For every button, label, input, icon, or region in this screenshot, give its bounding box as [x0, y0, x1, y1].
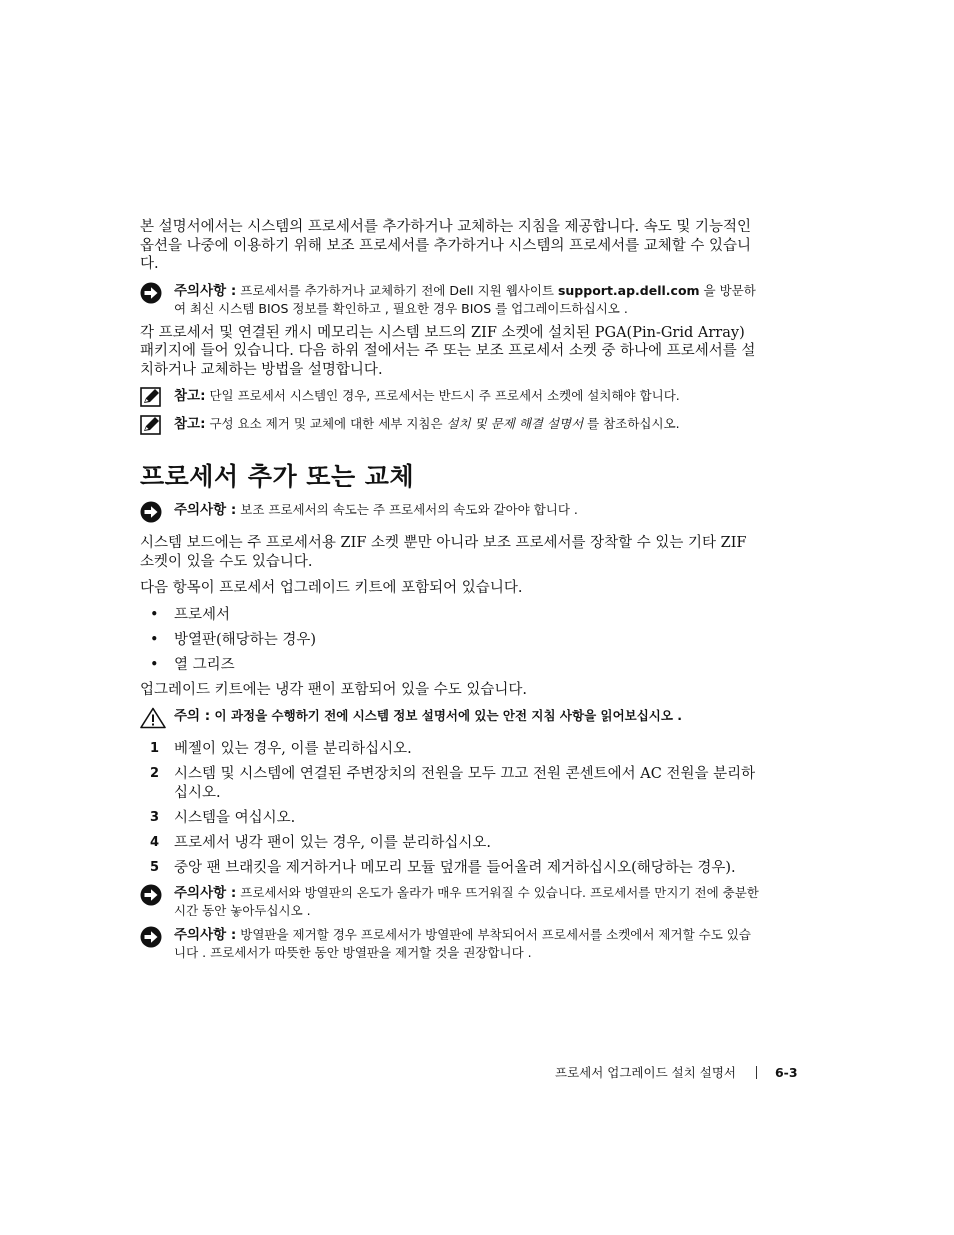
caution-callout: [140, 707, 760, 733]
notice-text-part: 프로세서를 추가하거나 교체하기 전에 Dell 지원 웹사이트: [236, 282, 558, 298]
step-text: 베젤이 있는 경우, 이를 분리하십시오.: [174, 741, 412, 757]
notice-arrow-icon: [140, 501, 164, 527]
caution-triangle-icon: [140, 707, 164, 733]
footer-title: 프로세서 업그레이드 설치 설명서: [555, 1065, 736, 1080]
notice-callout: [140, 884, 760, 919]
bullet-icon: •: [150, 656, 159, 673]
notice-arrow-icon: [140, 282, 164, 308]
notice-label: 주의사항 :: [174, 884, 237, 901]
bullet-icon: •: [150, 631, 159, 648]
intro-paragraph: 본 설명서에서는 시스템의 프로세서를 추가하거나 교체하는 지침을 제공합니다. 속도 및 기능적인 옵션을 나중에 이용하기 위해 보조 프로세서를 추가하거나 시스템의 프로세서를 교체할 수 있습니다.: [140, 219, 751, 272]
step-item: [140, 740, 760, 759]
processor-package-paragraph: 각 프로세서 및 연결된 캐시 메모리는 시스템 보드의 ZIF 소켓에 설치된 PGA(Pin-Grid Array) 패키지에 들어 있습니다. 다음 하위 절에서는 주 또는 보조 프로세서 소켓 중 하나에 프로세서를 설치하거나 교체하는 방법을 설명합니다.: [140, 324, 756, 378]
caution-text-part: 이 과정을 수행하기 전에 시스템 정보 설명서에 있는 안전 지침 사항을 읽어보십시오 .: [210, 708, 683, 723]
notice-callout: [140, 501, 760, 527]
step-number: 4: [150, 834, 160, 850]
notice-text-part: 을 방문하여 최신 시스템 BIOS 정보를 확인하고 , 필요한 경우 BIOS 를 업그레이드하십시오 .: [174, 282, 756, 316]
step-number: 3: [150, 809, 160, 825]
notice-callout: [140, 926, 760, 961]
step-number: 5: [150, 859, 160, 875]
step-text: 중앙 팬 브래킷을 제거하거나 메모리 모듈 덮개를 들어올려 제거하십시오(해당하는 경우).: [174, 859, 736, 876]
notice-text-part: 보조 프로세서의 속도는 주 프로세서의 속도와 같아야 합니다 .: [236, 502, 578, 517]
bullet-icon: •: [150, 606, 159, 623]
notice-label: 주의사항 :: [174, 502, 237, 518]
note-text: [174, 415, 760, 433]
note-callout: [140, 387, 760, 411]
notice-text: [174, 884, 760, 919]
step-item: [140, 765, 760, 802]
procedure-steps: [140, 740, 760, 877]
step-item: [140, 834, 760, 853]
notice-arrow-icon: [140, 926, 164, 952]
note-pencil-icon: [140, 387, 164, 411]
zif-socket-paragraph: 시스템 보드에는 주 프로세서용 ZIF 소켓 뿐만 아니라 보조 프로세서를 장착할 수 있는 기타 ZIF 소켓이 있을 수도 있습니다.: [140, 535, 747, 570]
notice-text: [174, 501, 760, 519]
support-link: support.ap.dell.com: [557, 282, 700, 298]
notice-text-part: 프로세서와 방열판의 온도가 올라가 매우 뜨거워질 수 있습니다. 프로세서를 만지기 전에 충분한 시간 동안 놓아두십시오 .: [174, 884, 759, 918]
notice-text-part: 방열판을 제거할 경우 프로세서가 방열판에 부착되어서 프로세서를 소켓에서 제거할 수도 있습니다 . 프로세서가 따뜻한 동안 방열판을 제거할 것을 권장합니다 .: [174, 926, 751, 960]
step-text: 프로세서 냉각 팬이 있는 경우, 이를 분리하십시오.: [174, 834, 492, 851]
caution-text: [174, 707, 760, 725]
caution-label: 주의 :: [174, 708, 211, 724]
list-item-text: 열 그리즈: [174, 656, 235, 673]
note-text-part: 를 참조하십시오.: [583, 416, 680, 431]
note-callout: [140, 415, 760, 439]
list-item: [140, 606, 760, 625]
list-item-text: 방열판(해당하는 경우): [174, 631, 316, 648]
page-number: 6-3: [774, 1064, 798, 1080]
section-heading: 프로세서 추가 또는 교체: [140, 462, 415, 491]
note-text-part: 단일 프로세서 시스템인 경우, 프로세서는 반드시 주 프로세서 소켓에 설치해야 합니다.: [205, 388, 680, 403]
notice-text: [174, 282, 760, 317]
step-item: [140, 859, 760, 878]
step-number: 2: [150, 766, 160, 781]
note-text: [174, 387, 760, 405]
note-label: 참고:: [174, 388, 206, 404]
kit-contents-list: [140, 606, 760, 675]
document-body: [140, 218, 760, 968]
note-label: 참고:: [174, 416, 206, 432]
step-text: 시스템 및 시스템에 연결된 주변장치의 전원을 모두 끄고 전원 콘센트에서 AC 전원을 분리하십시오.: [174, 766, 756, 801]
step-number: 1: [150, 741, 160, 756]
notice-label: 주의사항 :: [174, 926, 237, 943]
step-item: [140, 809, 760, 828]
kit-contents-paragraph: 다음 항목이 프로세서 업그레이드 키트에 포함되어 있습니다.: [140, 580, 523, 596]
notice-callout: [140, 282, 760, 317]
step-text: 시스템을 여십시오.: [174, 809, 296, 826]
footer-divider: [756, 1066, 757, 1079]
notice-label: 주의사항 :: [174, 282, 237, 299]
list-item-text: 프로세서: [174, 606, 231, 623]
list-item: [140, 631, 760, 650]
notice-text: [174, 926, 760, 961]
list-item: [140, 656, 760, 675]
note-text-part: 구성 요소 제거 및 교체에 대한 세부 지침은: [205, 416, 447, 431]
notice-arrow-icon: [140, 884, 164, 910]
manual-title: 설치 및 문제 해결 설명서: [446, 416, 584, 431]
cooling-fan-paragraph: 업그레이드 키트에는 냉각 팬이 포함되어 있을 수도 있습니다.: [140, 681, 528, 698]
page-footer: [555, 1063, 825, 1081]
note-pencil-icon: [140, 415, 164, 439]
